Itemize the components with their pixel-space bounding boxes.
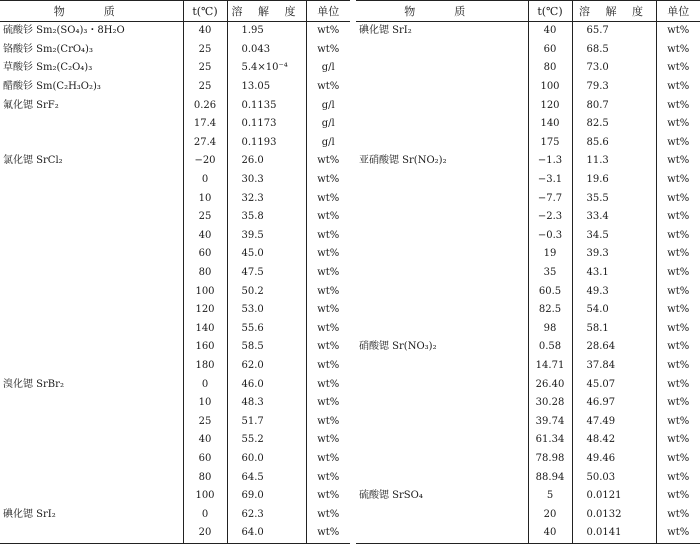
- substance-cell: [356, 524, 528, 543]
- temperature-cell: 19: [528, 245, 572, 264]
- substance-cell: [0, 338, 183, 357]
- unit-cell: wt%: [306, 320, 350, 339]
- unit-cell: wt%: [306, 431, 350, 450]
- solubility-cell: 39.3: [572, 245, 656, 264]
- unit-cell: wt%: [306, 375, 350, 394]
- solubility-cell: 82.5: [572, 115, 656, 134]
- temperature-cell: 120: [528, 96, 572, 115]
- substance-cell: 亚硝酸锶 Sr(NO₂)₂: [359, 155, 447, 167]
- table-row: [0, 171, 350, 190]
- substance-cell: [356, 134, 528, 153]
- temperature-cell: 14.71: [528, 357, 572, 376]
- solubility-cell: 49.3: [572, 282, 656, 301]
- substance-cell: [0, 394, 183, 413]
- unit-cell: wt%: [306, 152, 350, 171]
- temperature-cell: 61.34: [528, 431, 572, 450]
- solubility-cell: 45.0: [227, 245, 306, 264]
- table-row: [0, 320, 350, 339]
- table-body-left: [0, 22, 350, 544]
- substance-cell: [0, 450, 183, 469]
- unit-cell: wt%: [656, 394, 700, 413]
- unit-cell: wt%: [306, 468, 350, 487]
- table-row: [0, 264, 350, 283]
- table-row: [356, 375, 700, 394]
- table-row: [356, 431, 700, 450]
- temperature-cell: −0.3: [528, 227, 572, 246]
- solubility-cell: 54.0: [572, 301, 656, 320]
- solubility-cell: 0.0121: [572, 487, 656, 506]
- temperature-cell: 40: [528, 22, 572, 41]
- unit-cell: wt%: [656, 134, 700, 153]
- solubility-cell: 46.0: [227, 375, 306, 394]
- substance-cell: [0, 320, 183, 339]
- temperature-cell: 39.74: [528, 412, 572, 431]
- unit-cell: g/l: [306, 59, 350, 78]
- temperature-cell: 100: [528, 78, 572, 97]
- table-row: [356, 468, 700, 487]
- unit-cell: wt%: [656, 524, 700, 543]
- temperature-cell: 0.26: [183, 96, 227, 115]
- solubility-cell: 79.3: [572, 78, 656, 97]
- unit-cell: wt%: [306, 41, 350, 60]
- table-row: [356, 245, 700, 264]
- table-row: [356, 134, 700, 153]
- solubility-cell: 45.07: [572, 375, 656, 394]
- unit-cell: g/l: [306, 96, 350, 115]
- temperature-cell: 100: [183, 487, 227, 506]
- substance-cell: 碘化锶 SrI₂: [359, 25, 412, 37]
- solubility-cell: 48.3: [227, 394, 306, 413]
- substance-cell: [356, 189, 528, 208]
- solubility-cell: 62.3: [227, 505, 306, 524]
- temperature-cell: 10: [183, 189, 227, 208]
- unit-cell: wt%: [656, 468, 700, 487]
- substance-cell: [356, 245, 528, 264]
- solubility-cell: 0.0132: [572, 505, 656, 524]
- unit-cell: wt%: [656, 96, 700, 115]
- solubility-cell: 13.05: [227, 78, 306, 97]
- unit-cell: wt%: [306, 505, 350, 524]
- temperature-cell: 60.5: [528, 282, 572, 301]
- header-substance: 物 质: [0, 1, 183, 22]
- solubility-cell: 0.0141: [572, 524, 656, 543]
- temperature-cell: 35: [528, 264, 572, 283]
- table-row: [356, 505, 700, 524]
- temperature-cell: 100: [183, 282, 227, 301]
- table-row: [0, 524, 350, 543]
- unit-cell: wt%: [656, 338, 700, 357]
- unit-cell: wt%: [306, 208, 350, 227]
- table-row: [0, 96, 350, 115]
- substance-cell: [356, 431, 528, 450]
- table-header-row: [356, 1, 700, 22]
- temperature-cell: 20: [528, 505, 572, 524]
- solubility-cell: 26.0: [227, 152, 306, 171]
- temperature-cell: 30.28: [528, 394, 572, 413]
- unit-cell: wt%: [306, 357, 350, 376]
- temperature-cell: −2.3: [528, 208, 572, 227]
- substance-cell: [0, 189, 183, 208]
- unit-cell: wt%: [656, 505, 700, 524]
- substance-cell: 硝酸锶 Sr(NO₃)₂: [359, 341, 437, 353]
- solubility-cell: 53.0: [227, 301, 306, 320]
- table-row: [356, 227, 700, 246]
- solubility-cell: 50.2: [227, 282, 306, 301]
- substance-cell: [0, 227, 183, 246]
- temperature-cell: −7.7: [528, 189, 572, 208]
- temperature-cell: 40: [183, 431, 227, 450]
- table-row: [356, 487, 700, 506]
- substance-cell: 硫酸锶 SrSO₄: [359, 490, 423, 502]
- table-row: [356, 264, 700, 283]
- solubility-cell: 55.2: [227, 431, 306, 450]
- temperature-cell: 60: [183, 245, 227, 264]
- table-row: [0, 394, 350, 413]
- solubility-cell: 51.7: [227, 412, 306, 431]
- unit-cell: wt%: [306, 189, 350, 208]
- unit-cell: wt%: [656, 301, 700, 320]
- temperature-cell: 40: [183, 227, 227, 246]
- unit-cell: wt%: [306, 394, 350, 413]
- table-body-right: [356, 22, 700, 544]
- substance-cell: 氯化锶 SrCl₂: [3, 155, 63, 167]
- temperature-cell: 98: [528, 320, 572, 339]
- solubility-cell: 80.7: [572, 96, 656, 115]
- table-row: [356, 189, 700, 208]
- header-unit: 单位: [306, 1, 350, 22]
- substance-cell: [0, 264, 183, 283]
- table-row: [356, 301, 700, 320]
- temperature-cell: 160: [183, 338, 227, 357]
- temperature-cell: 25: [183, 41, 227, 60]
- substance-cell: [0, 487, 183, 506]
- temperature-cell: 88.94: [528, 468, 572, 487]
- temperature-cell: 40: [528, 524, 572, 543]
- temperature-cell: 175: [528, 134, 572, 153]
- unit-cell: g/l: [306, 134, 350, 153]
- solubility-cell: 55.6: [227, 320, 306, 339]
- table-row: [0, 78, 350, 97]
- unit-cell: wt%: [656, 227, 700, 246]
- table-row: [356, 524, 700, 543]
- substance-cell: [356, 505, 528, 524]
- substance-cell: 硫酸钐 Sm₂(SO₄)₃・8H₂O: [3, 25, 125, 37]
- substance-cell: [0, 301, 183, 320]
- solubility-cell: 37.84: [572, 357, 656, 376]
- table-row: [356, 450, 700, 469]
- header-solubility: 溶 解 度: [227, 1, 306, 22]
- unit-cell: wt%: [306, 301, 350, 320]
- unit-cell: wt%: [306, 264, 350, 283]
- temperature-cell: 0: [183, 375, 227, 394]
- substance-cell: [356, 320, 528, 339]
- unit-cell: wt%: [656, 59, 700, 78]
- table-row: [0, 189, 350, 208]
- substance-cell: [0, 431, 183, 450]
- solubility-cell: 0.1193: [227, 134, 306, 153]
- unit-cell: wt%: [656, 115, 700, 134]
- temperature-cell: 40: [183, 22, 227, 41]
- temperature-cell: 78.98: [528, 450, 572, 469]
- solubility-cell: 19.6: [572, 171, 656, 190]
- table-row: [0, 450, 350, 469]
- temperature-cell: 0: [183, 171, 227, 190]
- header-substance: 物 质: [356, 1, 528, 22]
- table-row: [356, 96, 700, 115]
- unit-cell: wt%: [656, 357, 700, 376]
- unit-cell: wt%: [306, 78, 350, 97]
- solubility-cell: 28.64: [572, 338, 656, 357]
- table-row: [0, 468, 350, 487]
- solubility-cell: 47.49: [572, 412, 656, 431]
- table-row: [0, 208, 350, 227]
- unit-cell: wt%: [656, 171, 700, 190]
- unit-cell: wt%: [306, 338, 350, 357]
- substance-cell: [356, 96, 528, 115]
- temperature-cell: 27.4: [183, 134, 227, 153]
- table-row: [0, 375, 350, 394]
- substance-cell: 氟化锶 SrF₂: [3, 99, 59, 111]
- solubility-cell: 0.1173: [227, 115, 306, 134]
- header-unit: 单位: [656, 1, 700, 22]
- substance-cell: [356, 264, 528, 283]
- substance-cell: [356, 41, 528, 60]
- table-row: [356, 394, 700, 413]
- unit-cell: wt%: [656, 282, 700, 301]
- solubility-cell: 58.1: [572, 320, 656, 339]
- unit-cell: wt%: [306, 282, 350, 301]
- substance-cell: [356, 375, 528, 394]
- table-row: [356, 59, 700, 78]
- solubility-cell: 11.3: [572, 152, 656, 171]
- unit-cell: wt%: [656, 41, 700, 60]
- table-row: [356, 78, 700, 97]
- substance-cell: [356, 171, 528, 190]
- temperature-cell: 120: [183, 301, 227, 320]
- unit-cell: g/l: [306, 115, 350, 134]
- solubility-cell: 47.5: [227, 264, 306, 283]
- temperature-cell: 180: [183, 357, 227, 376]
- solubility-cell: 1.95: [227, 22, 306, 41]
- substance-cell: [356, 412, 528, 431]
- temperature-cell: 140: [528, 115, 572, 134]
- table-row: [0, 301, 350, 320]
- solubility-cell: 64.5: [227, 468, 306, 487]
- header-temperature: t(℃): [528, 1, 572, 22]
- header-temperature: t(℃): [183, 1, 227, 22]
- unit-cell: wt%: [656, 320, 700, 339]
- unit-cell: wt%: [656, 487, 700, 506]
- table-row: [0, 505, 350, 524]
- table-row: [0, 412, 350, 431]
- solubility-cell: 50.03: [572, 468, 656, 487]
- solubility-cell: 48.42: [572, 431, 656, 450]
- substance-cell: [356, 115, 528, 134]
- substance-cell: [356, 357, 528, 376]
- solubility-cell: 39.5: [227, 227, 306, 246]
- temperature-cell: 60: [183, 450, 227, 469]
- table-row: [356, 282, 700, 301]
- temperature-cell: 25: [183, 78, 227, 97]
- temperature-cell: −1.3: [528, 152, 572, 171]
- temperature-cell: 5: [528, 487, 572, 506]
- unit-cell: wt%: [656, 245, 700, 264]
- substance-cell: [0, 115, 183, 134]
- substance-cell: 草酸钐 Sm₂(C₂O₄)₃: [3, 62, 93, 74]
- table-row: [0, 41, 350, 60]
- solubility-cell: 33.4: [572, 208, 656, 227]
- table-row: [0, 115, 350, 134]
- unit-cell: wt%: [306, 450, 350, 469]
- table-row: [0, 431, 350, 450]
- solubility-cell: 69.0: [227, 487, 306, 506]
- unit-cell: wt%: [306, 22, 350, 41]
- unit-cell: wt%: [306, 412, 350, 431]
- substance-cell: 溴化锶 SrBr₂: [3, 378, 64, 390]
- substance-cell: [356, 394, 528, 413]
- substance-cell: [356, 468, 528, 487]
- solubility-cell: 0.1135: [227, 96, 306, 115]
- table-row: [356, 115, 700, 134]
- temperature-cell: 82.5: [528, 301, 572, 320]
- solubility-cell: 5.4×10⁻⁴: [227, 59, 306, 78]
- temperature-cell: 60: [528, 41, 572, 60]
- unit-cell: wt%: [656, 208, 700, 227]
- solubility-cell: 64.0: [227, 524, 306, 543]
- unit-cell: wt%: [656, 152, 700, 171]
- substance-cell: [356, 59, 528, 78]
- solubility-cell: 73.0: [572, 59, 656, 78]
- substance-cell: [0, 171, 183, 190]
- solubility-cell: 32.3: [227, 189, 306, 208]
- table-row: [356, 320, 700, 339]
- temperature-cell: 80: [183, 264, 227, 283]
- table-row: [0, 227, 350, 246]
- table-header-row: [0, 1, 350, 22]
- substance-cell: 醋酸钐 Sm(C₂H₃O₂)₃: [3, 81, 101, 93]
- solubility-cell: 35.8: [227, 208, 306, 227]
- unit-cell: wt%: [656, 412, 700, 431]
- table-row: [0, 59, 350, 78]
- temperature-cell: 0: [183, 505, 227, 524]
- temperature-cell: 10: [183, 394, 227, 413]
- table-row: [356, 171, 700, 190]
- substance-cell: [356, 227, 528, 246]
- solubility-cell: 0.043: [227, 41, 306, 60]
- unit-cell: wt%: [656, 450, 700, 469]
- table-row: [0, 487, 350, 506]
- solubility-cell: 30.3: [227, 171, 306, 190]
- table-row: [356, 41, 700, 60]
- substance-cell: [356, 282, 528, 301]
- table-row: [0, 282, 350, 301]
- temperature-cell: 0.58: [528, 338, 572, 357]
- substance-cell: [0, 282, 183, 301]
- substance-cell: [0, 524, 183, 543]
- temperature-cell: 25: [183, 59, 227, 78]
- table-row: [0, 134, 350, 153]
- header-solubility: 溶 解 度: [572, 1, 656, 22]
- solubility-cell: 68.5: [572, 41, 656, 60]
- solubility-cell: 35.5: [572, 189, 656, 208]
- temperature-cell: 25: [183, 208, 227, 227]
- substance-cell: [0, 468, 183, 487]
- unit-cell: wt%: [656, 78, 700, 97]
- unit-cell: wt%: [306, 227, 350, 246]
- substance-cell: [356, 301, 528, 320]
- substance-cell: [0, 134, 183, 153]
- substance-cell: [356, 78, 528, 97]
- temperature-cell: −3.1: [528, 171, 572, 190]
- temperature-cell: 25: [183, 412, 227, 431]
- table-row: [356, 412, 700, 431]
- unit-cell: wt%: [656, 264, 700, 283]
- temperature-cell: 17.4: [183, 115, 227, 134]
- temperature-cell: 26.40: [528, 375, 572, 394]
- unit-cell: wt%: [656, 375, 700, 394]
- temperature-cell: 140: [183, 320, 227, 339]
- unit-cell: wt%: [656, 189, 700, 208]
- substance-cell: [356, 208, 528, 227]
- solubility-cell: 65.7: [572, 22, 656, 41]
- temperature-cell: −20: [183, 152, 227, 171]
- unit-cell: wt%: [306, 171, 350, 190]
- table-row: [0, 357, 350, 376]
- temperature-cell: 80: [528, 59, 572, 78]
- temperature-cell: 80: [183, 468, 227, 487]
- substance-cell: 碘化锶 SrI₂: [3, 508, 56, 520]
- solubility-cell: 58.5: [227, 338, 306, 357]
- substance-cell: [0, 208, 183, 227]
- substance-cell: [0, 245, 183, 264]
- substance-cell: [356, 450, 528, 469]
- table-row: [356, 152, 700, 171]
- unit-cell: wt%: [306, 245, 350, 264]
- temperature-cell: 20: [183, 524, 227, 543]
- table-row: [356, 208, 700, 227]
- solubility-cell: 43.1: [572, 264, 656, 283]
- solubility-table-right: [356, 0, 700, 544]
- substance-cell: [0, 412, 183, 431]
- table-row: [0, 22, 350, 41]
- solubility-cell: 60.0: [227, 450, 306, 469]
- solubility-cell: 62.0: [227, 357, 306, 376]
- table-row: [356, 357, 700, 376]
- solubility-cell: 85.6: [572, 134, 656, 153]
- unit-cell: wt%: [306, 487, 350, 506]
- table-row: [356, 22, 700, 41]
- unit-cell: wt%: [306, 524, 350, 543]
- table-row: [356, 338, 700, 357]
- substance-cell: 铬酸钐 Sm₂(CrO₄)₃: [3, 43, 93, 55]
- unit-cell: wt%: [656, 22, 700, 41]
- table-row: [0, 338, 350, 357]
- table-row: [0, 245, 350, 264]
- substance-cell: [0, 357, 183, 376]
- table-row: [0, 152, 350, 171]
- solubility-cell: 49.46: [572, 450, 656, 469]
- solubility-cell: 46.97: [572, 394, 656, 413]
- solubility-cell: 34.5: [572, 227, 656, 246]
- unit-cell: wt%: [656, 431, 700, 450]
